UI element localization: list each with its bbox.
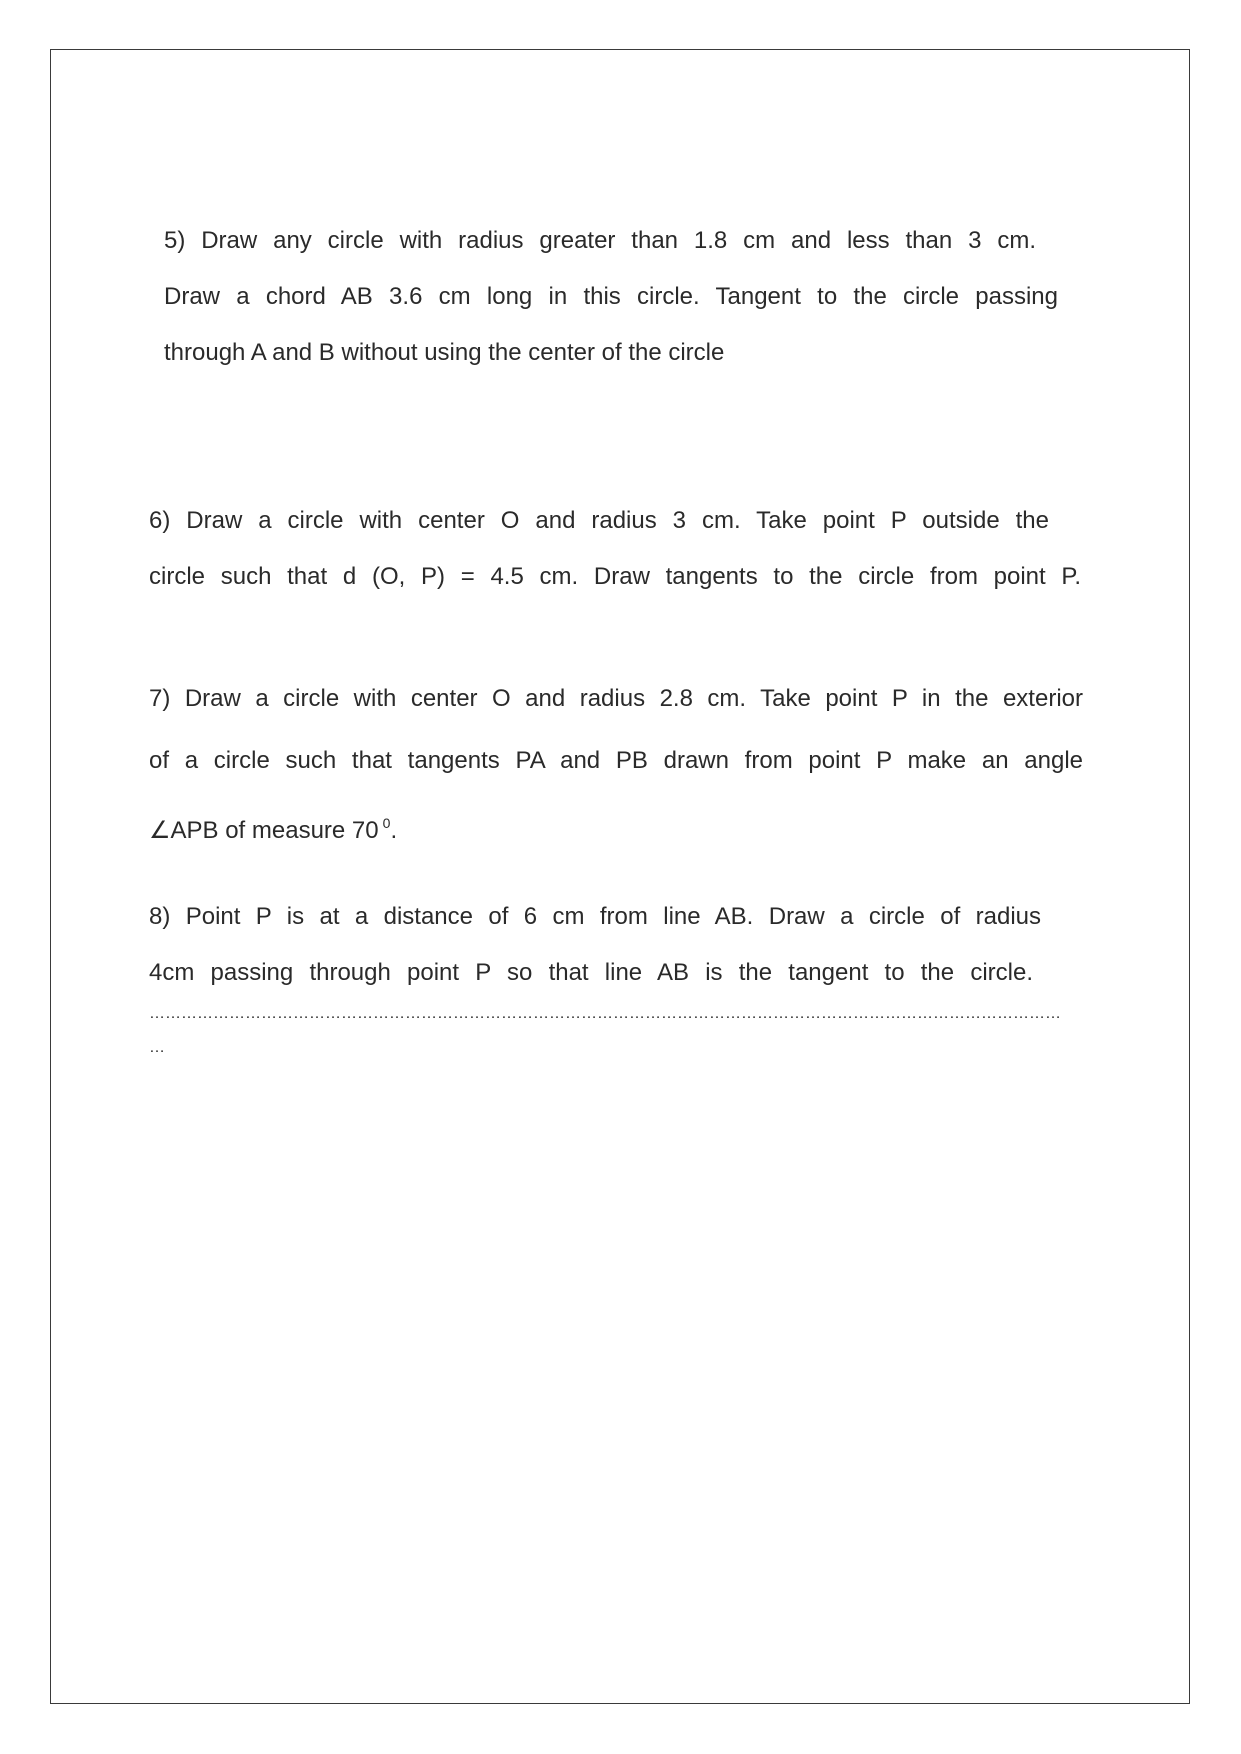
question-5-line-3: through A and B without using the center of the circle — [164, 339, 725, 366]
question-8-line-1: 8) Point P is at a distance of 6 cm from line AB. Draw a circle of radius — [149, 903, 1041, 930]
question-5-line-2: Draw a chord AB 3.6 cm long in this circle. Tangent to the circle passing — [164, 283, 1058, 310]
degree-superscript: 0 — [382, 815, 391, 831]
question-7-line-3-text: ∠APB of measure 70 — [149, 817, 379, 844]
answer-dotted-line: ……………………………………………………………………………………………………………………………………………………… — [149, 1005, 1061, 1022]
question-7-period: . — [390, 817, 398, 844]
question-7-line-3 — [149, 808, 549, 846]
answer-dotted-line-tail: … — [149, 1039, 165, 1056]
question-7-line-2: of a circle such that tangents PA and PB drawn from point P make an angle — [149, 747, 1083, 774]
question-6-line-2: circle such that d (O, P) = 4.5 cm. Draw tangents to the circle from point P. — [149, 563, 1081, 590]
question-5-line-1: 5) Draw any circle with radius greater than 1.8 cm and less than 3 cm. — [164, 227, 1036, 254]
question-8-line-2: 4cm passing through point P so that line AB is the tangent to the circle. — [149, 959, 1033, 986]
question-6-line-1: 6) Draw a circle with center O and radius 3 cm. Take point P outside the — [149, 507, 1049, 534]
question-7-line-1: 7) Draw a circle with center O and radius 2.8 cm. Take point P in the exterior — [149, 685, 1083, 712]
